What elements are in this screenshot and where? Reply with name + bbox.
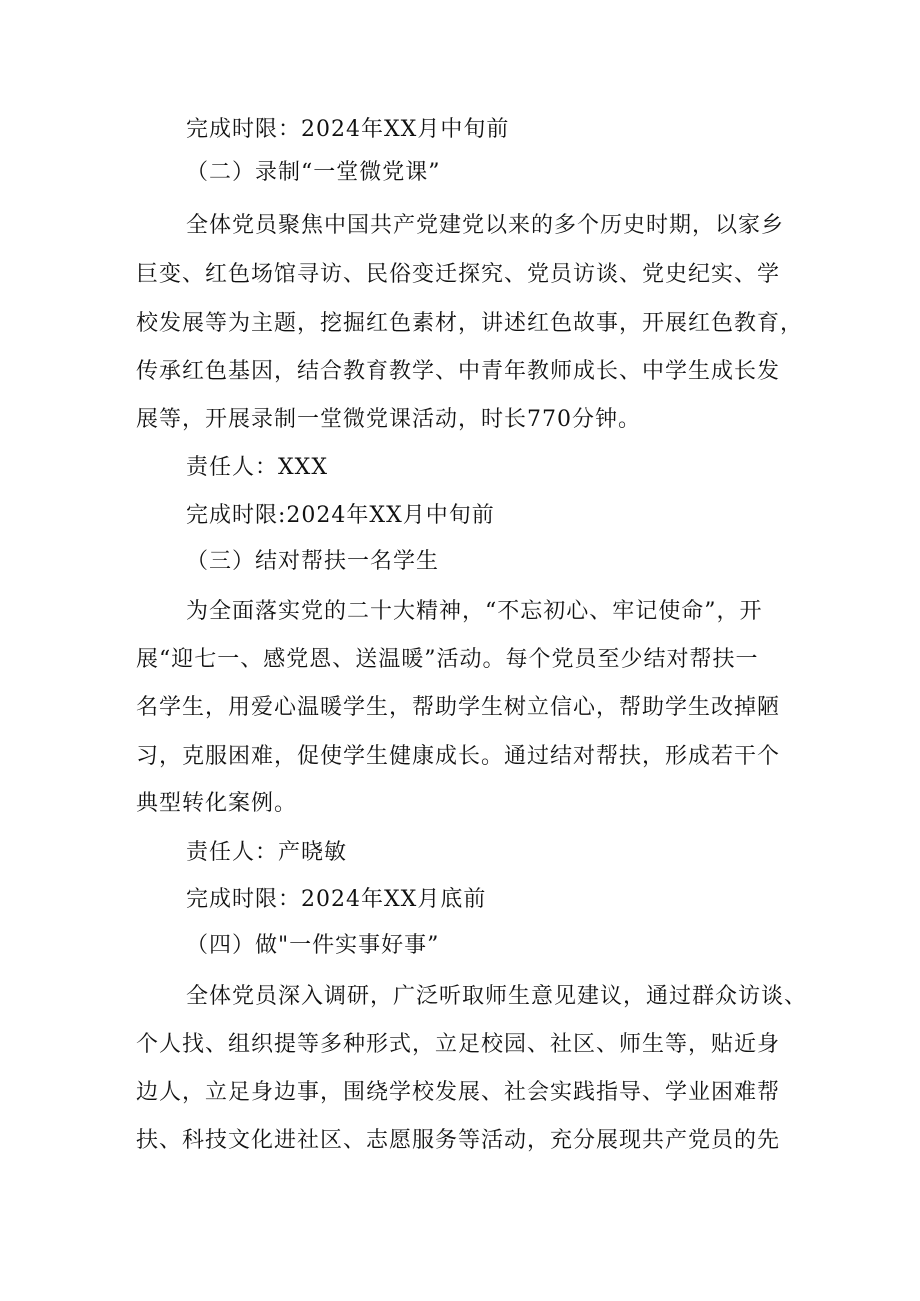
- section-heading-4: （四）做"一件实事好事”: [186, 933, 440, 958]
- paragraph-line: 全体党员深入调研，广泛听取师生意见建议，通过群众访谈、: [186, 984, 808, 1009]
- section-heading-3: （三）结对帮扶一名学生: [186, 549, 440, 574]
- paragraph-line: 校发展等为主题，挖掘红色素材，讲述红色故事，开展红色教育，: [136, 311, 804, 336]
- paragraph-line: 个人找、组织提等多种形式，立足校园、社区、师生等，贴近身: [136, 1032, 781, 1057]
- paragraph-line: 巨变、红色场馆寻访、民俗变迁探究、党员访谈、党史纪实、学: [136, 262, 781, 287]
- section-heading-2: （二）录制“一堂微党课”: [186, 160, 441, 185]
- paragraph-line: 展等，开展录制一堂微党课活动，时长770分钟。: [136, 407, 641, 432]
- deadline-line: 完成时限：2024年XX月中旬前: [186, 117, 510, 142]
- paragraph-line: 习，克服困难，促使学生健康成长。通过结对帮扶，形成若干个: [136, 744, 781, 769]
- responsible-line: 责任人：产晓敏: [186, 840, 348, 865]
- paragraph-line: 扶、科技文化进社区、志愿服务等活动，充分展现共产党员的先: [136, 1128, 781, 1153]
- responsible-line: 责任人：XXX: [186, 455, 328, 480]
- paragraph-line: 名学生，用爱心温暖学生，帮助学生树立信心，帮助学生改掉陋: [136, 695, 781, 720]
- deadline-line: 完成时限：2024年XX月底前: [186, 887, 487, 912]
- paragraph-line: 传承红色基因，结合教育教学、中青年教师成长、中学生成长发: [136, 359, 781, 384]
- paragraph-line: 展“迎七一、感党恩、送温暖”活动。每个党员至少结对帮扶一: [136, 647, 759, 672]
- paragraph-line: 为全面落实党的二十大精神，“不忘初心、牢记使命”，开: [186, 599, 763, 624]
- paragraph-line: 典型转化案例。: [136, 791, 298, 816]
- deadline-line: 完成时限:2024年XX月中旬前: [186, 503, 495, 528]
- paragraph-line: 全体党员聚焦中国共产党建党以来的多个历史时期，以家乡: [186, 213, 785, 238]
- paragraph-line: 边人，立足身边事，围绕学校发展、社会实践指导、学业困难帮: [136, 1080, 781, 1105]
